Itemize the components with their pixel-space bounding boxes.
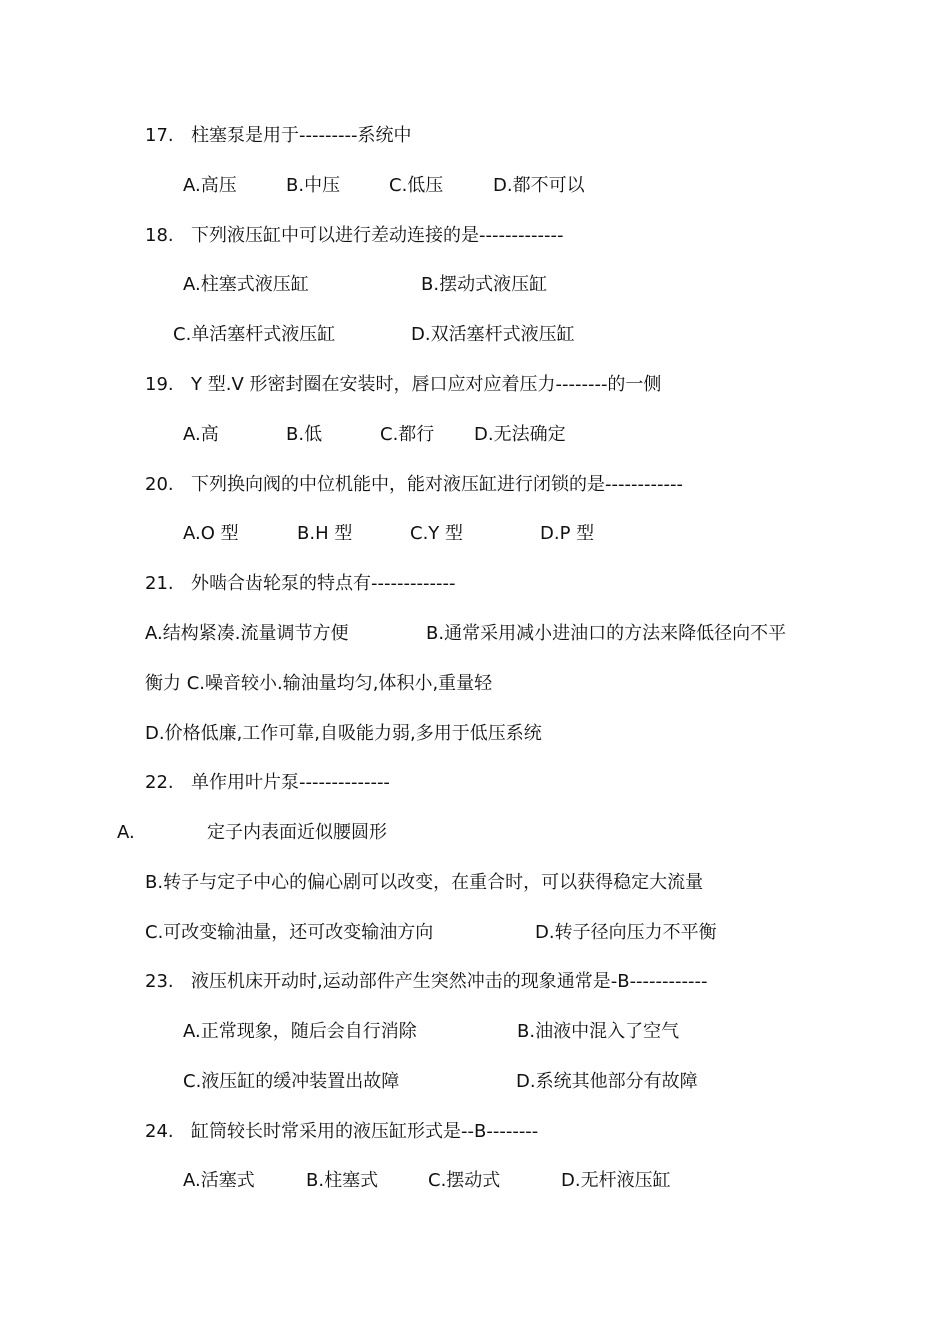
question-number: 24. [145, 1121, 174, 1142]
option-c: C.摆动式 [428, 1170, 501, 1191]
option-d: D.系统其他部分有故障 [516, 1071, 698, 1092]
question-stem: 液压机床开动时,运动部件产生突然冲击的现象通常是-B------------ [191, 971, 708, 992]
option-a: A.活塞式 [183, 1170, 255, 1191]
question-number: 17. [145, 125, 174, 146]
option-a: A.O 型 [183, 523, 239, 544]
option-b: B.通常采用减小进油口的方法来降低径向不平 [426, 623, 787, 644]
option-b: B.中压 [286, 175, 341, 196]
question-stem: 外啮合齿轮泵的特点有------------- [191, 573, 456, 594]
option-d: D.都不可以 [493, 175, 585, 196]
option-d: D.双活塞杆式液压缸 [411, 324, 575, 345]
option-b: B.柱塞式 [306, 1170, 379, 1191]
question-stem: 下列换向阀的中位机能中，能对液压缸进行闭锁的是------------ [191, 474, 683, 495]
option-b: B.H 型 [297, 523, 353, 544]
option-b-continued-and-c: 衡力 C.噪音较小.输油量均匀,体积小,重量轻 [145, 673, 493, 694]
question-stem: 缸筒较长时常采用的液压缸形式是--B-------- [191, 1121, 539, 1142]
question-number: 18. [145, 225, 174, 246]
option-a: A.柱塞式液压缸 [183, 274, 309, 295]
option-a-marker: A. [117, 822, 135, 843]
option-b: B.油液中混入了空气 [517, 1021, 680, 1042]
option-d: D.转子径向压力不平衡 [535, 922, 717, 943]
question-number: 22. [145, 772, 174, 793]
option-d: D.无杆液压缸 [561, 1170, 671, 1191]
question-stem: Y 型.V 形密封圈在安装时，唇口应对应着压力--------的一侧 [191, 374, 662, 395]
question-number: 23. [145, 971, 174, 992]
option-c: C.都行 [380, 424, 435, 445]
option-c: C.Y 型 [410, 523, 464, 544]
option-c: C.可改变输油量，还可改变输油方向 [145, 922, 434, 943]
question-number: 19. [145, 374, 174, 395]
question-stem: 下列液压缸中可以进行差动连接的是------------- [191, 225, 564, 246]
option-a: A.结构紧凑.流量调节方便 [145, 623, 349, 644]
option-a-text: 定子内表面近似腰圆形 [207, 822, 387, 843]
question-number: 20. [145, 474, 174, 495]
option-a: A.高压 [183, 175, 237, 196]
option-d: D.P 型 [540, 523, 595, 544]
option-d: D.价格低廉,工作可靠,自吸能力弱,多用于低压系统 [145, 723, 542, 744]
option-c: C.液压缸的缓冲装置出故障 [183, 1071, 400, 1092]
option-b: B.摆动式液压缸 [421, 274, 548, 295]
option-d: D.无法确定 [474, 424, 566, 445]
option-b: B.低 [286, 424, 323, 445]
option-c: C.单活塞杆式液压缸 [173, 324, 336, 345]
question-number: 21. [145, 573, 174, 594]
question-stem: 柱塞泵是用于---------系统中 [191, 125, 412, 146]
question-stem: 单作用叶片泵-------------- [191, 772, 390, 793]
option-b: B.转子与定子中心的偏心剧可以改变，在重合时，可以获得稳定大流量 [145, 872, 704, 893]
option-a: A.高 [183, 424, 219, 445]
option-a: A.正常现象，随后会自行消除 [183, 1021, 417, 1042]
option-c: C.低压 [389, 175, 444, 196]
